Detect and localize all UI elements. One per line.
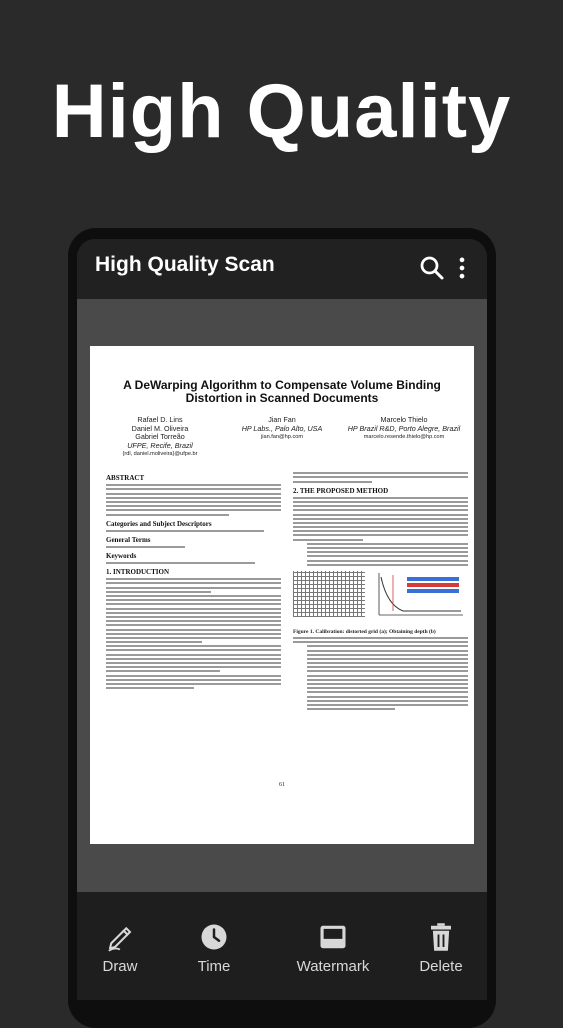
watermark-icon: [318, 922, 348, 952]
distorted-grid-image: [293, 571, 365, 617]
author-name: Marcelo Thielo: [380, 415, 428, 424]
tab-draw-label: Draw: [102, 958, 138, 975]
document-title: [100, 379, 464, 405]
tab-delete[interactable]: [411, 922, 471, 975]
search-icon: [417, 253, 447, 283]
figure-caption: Figure 1. Calibration: distorted grid (a); Obtaining depth (b): [293, 628, 436, 635]
author-affiliation: UFPE, Recife, Brazil: [127, 440, 193, 450]
section-heading: 1. INTRODUCTION: [106, 568, 170, 577]
tab-watermark-label: Watermark: [296, 958, 370, 975]
tab-time[interactable]: [185, 922, 243, 975]
section-heading: Categories and Subject Descriptors: [106, 519, 212, 528]
document-left-column: [106, 470, 281, 691]
document-right-column: [293, 470, 468, 712]
scanned-document-page[interactable]: [90, 346, 474, 844]
tab-draw[interactable]: [91, 922, 149, 975]
page-number: 61: [279, 782, 285, 788]
tab-delete-label: Delete: [419, 958, 463, 975]
author-name: Rafael D. Lins: [137, 415, 183, 424]
document-figure: [293, 571, 468, 626]
pen-icon: [105, 922, 135, 952]
document-title-line: Distortion in Scanned Documents: [185, 391, 379, 405]
author-email: {rdl, daniel.moliveira}@ufpe.br: [122, 451, 198, 457]
search-button[interactable]: [417, 253, 447, 283]
author-affiliation: HP Brazil R&D, Porto Alegre, Brazil: [347, 423, 461, 433]
app-screen: [77, 239, 487, 1000]
author-block: [100, 416, 220, 459]
document-title-line: A DeWarping Algorithm to Compensate Volume Binding: [123, 378, 441, 392]
author-name: Daniel M. Oliveira: [131, 423, 189, 433]
author-name: Gabriel Torreão: [135, 432, 185, 441]
clock-icon: [199, 922, 229, 952]
bottom-toolbar: [77, 892, 487, 1000]
author-block: [222, 416, 342, 442]
headline: High Quality: [51, 69, 512, 154]
app-bar-title: High Quality Scan: [95, 253, 275, 276]
app-bar: [77, 239, 487, 299]
more-options-button[interactable]: [447, 253, 477, 283]
more-vert-icon: [447, 253, 477, 283]
section-heading: Keywords: [106, 551, 137, 560]
depth-graph-image: [373, 571, 465, 619]
author-email: jian.fan@hp.com: [260, 434, 304, 440]
tab-watermark[interactable]: [285, 922, 381, 975]
section-heading: ABSTRACT: [106, 474, 145, 482]
trash-icon: [426, 922, 456, 952]
author-name: Jian Fan: [268, 415, 296, 424]
section-heading: 2. THE PROPOSED METHOD: [293, 486, 389, 495]
tab-time-label: Time: [197, 958, 231, 975]
author-email: marcelo.resende.thielo@hp.com: [363, 434, 445, 440]
section-heading: General Terms: [106, 535, 151, 544]
scan-preview-area: [77, 299, 487, 892]
author-affiliation: HP Labs., Palo Alto, USA: [241, 423, 323, 433]
author-block: [344, 416, 464, 442]
